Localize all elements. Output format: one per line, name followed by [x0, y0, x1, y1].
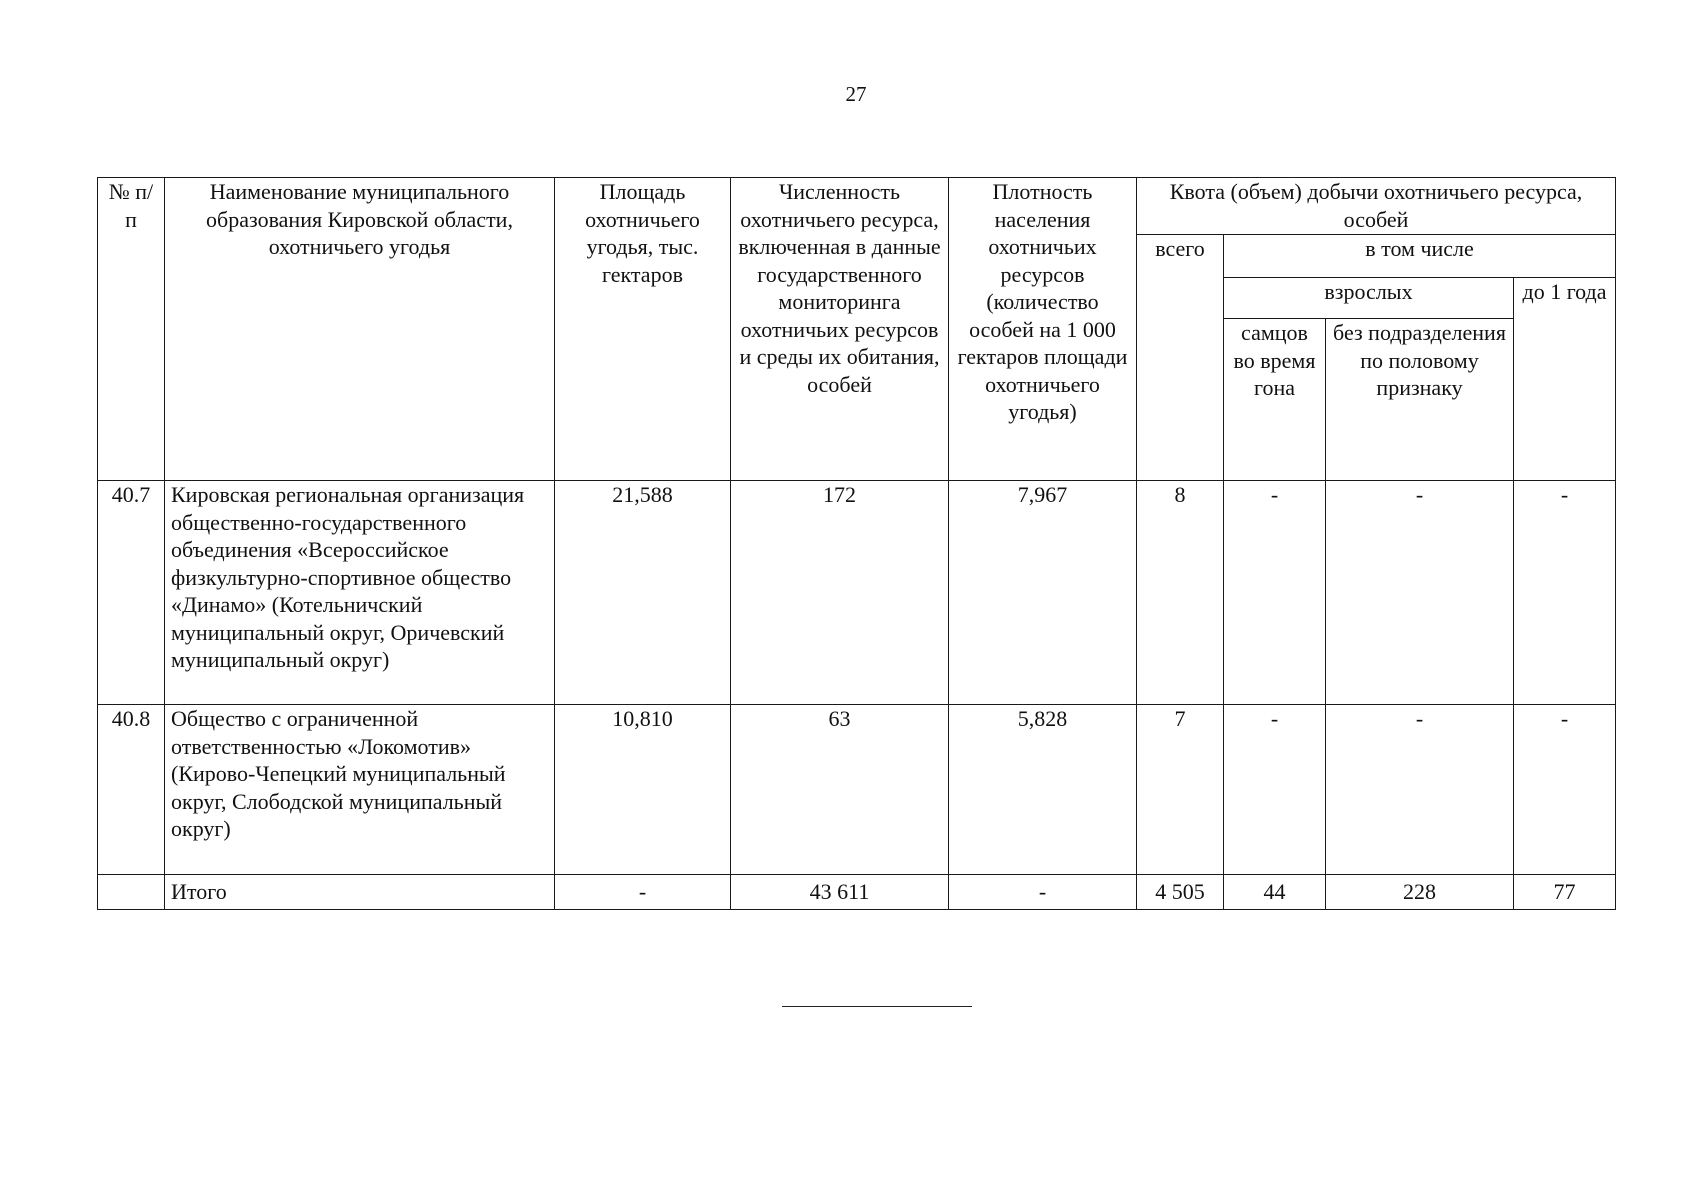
totals-num — [98, 875, 165, 910]
header-quota: Квота (объем) добычи охотничьего ресурса, особей — [1137, 178, 1616, 235]
header-no-sex: без подразделения по половому признаку — [1326, 319, 1514, 481]
header-adults: взрослых — [1224, 278, 1514, 319]
row-young: - — [1514, 481, 1616, 705]
totals-count: 43 611 — [731, 875, 949, 910]
header-including: в том числе — [1224, 235, 1616, 278]
totals-total: 4 505 — [1137, 875, 1224, 910]
row-density: 7,967 — [949, 481, 1137, 705]
row-males: - — [1224, 481, 1326, 705]
header-count: Численность охотничьего ресурса, включенная в данные государственного мониторинга охотничьих ресурсов и среды их обитания, особей — [731, 178, 949, 481]
totals-area: - — [555, 875, 731, 910]
row-no-sex: - — [1326, 481, 1514, 705]
table-row — [98, 481, 1616, 705]
row-total: 8 — [1137, 481, 1224, 705]
header-males: самцов во время гона — [1224, 319, 1326, 481]
header-density: Плотность населения охотничьих ресурсов (количество особей на 1 000 гектаров площади охотничьего угодья) — [949, 178, 1137, 481]
row-name: Кировская региональная организация общественно-государственного объединения «Всероссийское физкультурно-спортивное общество «Динамо» (Котельничский муниципальный округ, Оричевский муниципальный округ) — [165, 481, 555, 705]
totals-density: - — [949, 875, 1137, 910]
row-name: Общество с ограниченной ответственностью «Локомотив» (Кирово-Чепецкий муниципальный округ, Слободской муниципальный округ) — [165, 705, 555, 875]
header-num: № п/п — [98, 178, 165, 481]
hunting-quota-table — [97, 177, 1616, 910]
row-no-sex: - — [1326, 705, 1514, 875]
end-divider-line — [782, 1006, 972, 1007]
row-males: - — [1224, 705, 1326, 875]
totals-label: Итого — [165, 875, 555, 910]
row-num: 40.8 — [98, 705, 165, 875]
table-row — [98, 705, 1616, 875]
row-area: 21,588 — [555, 481, 731, 705]
totals-males: 44 — [1224, 875, 1326, 910]
totals-no-sex: 228 — [1326, 875, 1514, 910]
row-num: 40.7 — [98, 481, 165, 705]
header-total: всего — [1137, 235, 1224, 481]
totals-row — [98, 875, 1616, 910]
row-count: 172 — [731, 481, 949, 705]
row-area: 10,810 — [555, 705, 731, 875]
header-area: Площадь охотничьего угодья, тыс. гектаров — [555, 178, 731, 481]
row-total: 7 — [1137, 705, 1224, 875]
page-number: 27 — [845, 82, 867, 106]
row-count: 63 — [731, 705, 949, 875]
header-name: Наименование муниципального образования Кировской области, охотничьего угодья — [165, 178, 555, 481]
row-density: 5,828 — [949, 705, 1137, 875]
header-young: до 1 года — [1514, 278, 1616, 481]
row-young: - — [1514, 705, 1616, 875]
totals-young: 77 — [1514, 875, 1616, 910]
